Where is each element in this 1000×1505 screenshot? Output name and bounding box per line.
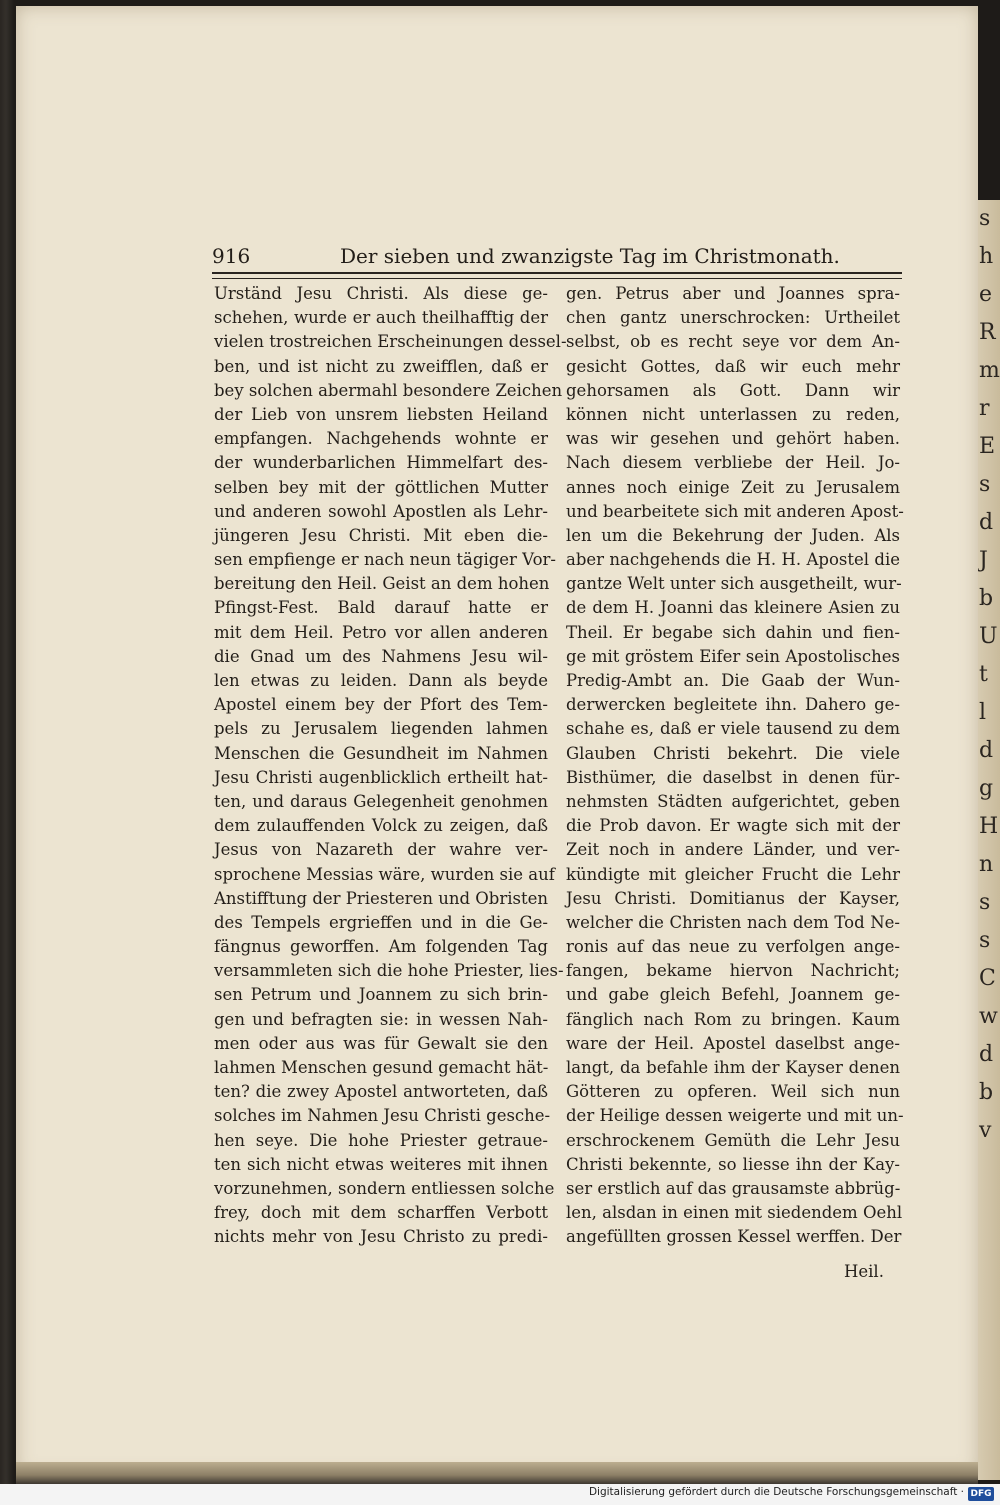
text-line: mit dem Heil. Petro vor allen anderen [214, 622, 548, 642]
text-line: men oder aus was für Gewalt sie den [214, 1033, 548, 1053]
text-line: kündigte mit gleicher Frucht die Lehr [566, 864, 900, 884]
text-line: annes noch einige Zeit zu Jerusalem [566, 477, 900, 497]
text-line: welcher die Christen nach dem Tod Ne- [566, 912, 900, 932]
facing-page-fragment: s h e R m r E s d J b U t l d g H n s s C w d b v [979, 206, 999, 1143]
text-line: gantze Welt unter sich ausgetheilt, wur- [566, 574, 902, 594]
text-line: gehorsamen als Gott. Dann wir [566, 380, 900, 400]
text-line: pels zu Jerusalem liegenden lahmen [214, 719, 548, 739]
text-line: gen. Petrus aber und Joannes spra- [566, 284, 900, 303]
text-line: Theil. Er begabe sich dahin und fien- [566, 622, 900, 642]
header-rule [212, 272, 902, 279]
text-line: dem zulauffenden Volck zu zeigen, daß [214, 816, 548, 836]
text-line: des Tempels ergrieffen und in die Ge- [214, 912, 548, 932]
text-line: selbst, ob es recht seye vor dem An- [566, 332, 900, 352]
text-line: sen Petrum und Joannem zu sich brin- [214, 985, 548, 1005]
text-line: jüngeren Jesu Christi. Mit eben die- [214, 525, 548, 545]
catchword: Heil. [844, 1262, 884, 1281]
text-line: vielen trostreichen Erscheinungen dessel- [214, 332, 567, 352]
text-line: Nach diesem verbliebe der Heil. Jo- [566, 453, 900, 473]
text-line: angefüllten grossen Kessel werffen. Der [566, 1227, 902, 1247]
footer-credit: Digitalisierung gefördert durch die Deutsche Forschungsgemeinschaft · [588, 1486, 964, 1498]
text-line: ge mit gröstem Eifer sein Apostolisches [566, 646, 900, 666]
text-line: die Prob davon. Er wagte sich mit der [566, 816, 900, 836]
text-line: empfangen. Nachgehends wohnte er [214, 429, 548, 449]
text-line: Jesus von Nazareth der wahre ver- [214, 840, 548, 860]
text-line: de dem H. Joanni das kleinere Asien zu [566, 598, 900, 618]
text-line: der Heilige dessen weigerte und mit un- [566, 1106, 904, 1126]
dfg-logo: DFG [968, 1487, 994, 1501]
text-line: len etwas zu leiden. Dann als beyde [214, 671, 548, 690]
text-line: aber nachgehends die H. H. Apostel die [566, 550, 900, 570]
text-line: ten sich nicht etwas weiteres mit ihnen [214, 1154, 548, 1174]
text-line: fangen, bekame hiervon Nachricht; [566, 961, 900, 981]
text-line: Jesu Christi augenblicklich ertheilt hat- [214, 767, 548, 787]
page-bottom-shadow [16, 1462, 978, 1484]
text-line: selben bey mit der göttlichen Mutter [214, 477, 548, 497]
text-line: bereitung den Heil. Geist an dem hohen [214, 574, 550, 594]
text-line: nichts mehr von Jesu Christo zu predi- [214, 1227, 548, 1247]
text-line: langt, da befahle ihm der Kayser denen [566, 1058, 900, 1077]
text-line: sprochene Messias wäre, wurden sie auf [214, 864, 555, 884]
running-title: Der sieben und zwanzigste Tag im Christmonath. [340, 244, 840, 268]
text-line: Glauben Christi bekehrt. Die viele [566, 743, 900, 763]
text-line: versammleten sich die hohe Priester, lies- [214, 961, 564, 981]
text-line: ware der Heil. Apostel daselbst ange- [566, 1033, 900, 1053]
text-line: sen empfienge er nach neun tägiger Vor- [214, 550, 556, 570]
text-line: Bisthümer, die daselbst in denen für- [566, 767, 900, 787]
text-line: gesicht Gottes, daß wir euch mehr [566, 356, 900, 376]
text-line: Anstifftung der Priesteren und Obristen [214, 888, 549, 908]
text-line: was wir gesehen und gehört haben. [566, 429, 900, 449]
text-line: die Gnad um des Nahmens Jesu wil- [214, 646, 548, 666]
text-line: erschrockenem Gemüth die Lehr Jesu [566, 1130, 900, 1150]
text-line: Götteren zu opferen. Weil sich nun [566, 1082, 900, 1102]
text-line: schahe es, daß er viele tausend zu dem [566, 719, 900, 739]
footer-bar [0, 1484, 1000, 1505]
page-header [212, 244, 902, 274]
text-line: lahmen Menschen gesund gemacht hät- [214, 1058, 549, 1077]
text-line: Urständ Jesu Christi. Als diese ge- [214, 284, 548, 303]
text-line: Apostel einem bey der Pfort des Tem- [214, 695, 548, 715]
right-text-column [566, 282, 904, 1250]
page-number: 916 [212, 244, 251, 268]
text-line: ronis auf das neue zu verfolgen ange- [566, 937, 900, 957]
text-line: Predig-Ambt an. Die Gaab der Wun- [566, 671, 900, 690]
text-line: Pfingst-Fest. Bald darauf hatte er [214, 598, 548, 618]
text-line: ben, und ist nicht zu zweifflen, daß er [214, 356, 548, 376]
text-line: und gabe gleich Befehl, Joannem ge- [566, 985, 900, 1005]
text-line: ser erstlich auf das grausamste abbrüg- [566, 1178, 901, 1198]
text-line: ten, und daraus Gelegenheit genohmen [214, 791, 548, 811]
text-line: der wunderbarlichen Himmelfart des- [214, 453, 548, 473]
text-line: nehmsten Städten aufgerichtet, geben [566, 791, 900, 811]
text-line: fängnus geworffen. Am folgenden Tag [214, 937, 548, 957]
text-line: Christi bekennte, so liesse ihn der Kay- [566, 1154, 900, 1174]
text-line: len, alsdan in einen mit siedendem Oehl [566, 1203, 903, 1223]
text-line: Menschen die Gesundheit im Nahmen [214, 743, 548, 763]
text-line: derwercken begleitete ihn. Dahero ge- [566, 695, 900, 715]
left-text-column [214, 282, 567, 1250]
text-line: hen seye. Die hohe Priester getraue- [214, 1130, 548, 1150]
text-line: vorzunehmen, sondern entliessen solche [214, 1178, 555, 1198]
text-line: len um die Bekehrung der Juden. Als [566, 525, 900, 545]
text-line: fänglich nach Rom zu bringen. Kaum [566, 1009, 900, 1029]
text-line: und anderen sowohl Apostlen als Lehr- [214, 501, 548, 521]
text-line: ten? die zwey Apostel antworteten, daß [214, 1082, 548, 1102]
text-line: der Lieb von unsrem liebsten Heiland [214, 404, 548, 424]
text-line: Jesu Christi. Domitianus der Kayser, [566, 888, 900, 908]
text-line: Zeit noch in andere Länder, und ver- [566, 840, 900, 860]
text-line: bey solchen abermahl besondere Zeichen [214, 380, 563, 400]
text-line: gen und befragten sie: in wessen Nah- [214, 1009, 548, 1029]
text-line: chen gantz unerschrocken: Urtheilet [566, 308, 900, 328]
text-line: solches im Nahmen Jesu Christi gesche- [214, 1106, 551, 1126]
text-line: und bearbeitete sich mit anderen Apost- [566, 501, 904, 521]
text-line: schehen, wurde er auch theilhafftig der [214, 308, 548, 328]
text-line: können nicht unterlassen zu reden, [566, 404, 900, 424]
text-line: frey, doch mit dem scharffen Verbott [214, 1203, 548, 1223]
